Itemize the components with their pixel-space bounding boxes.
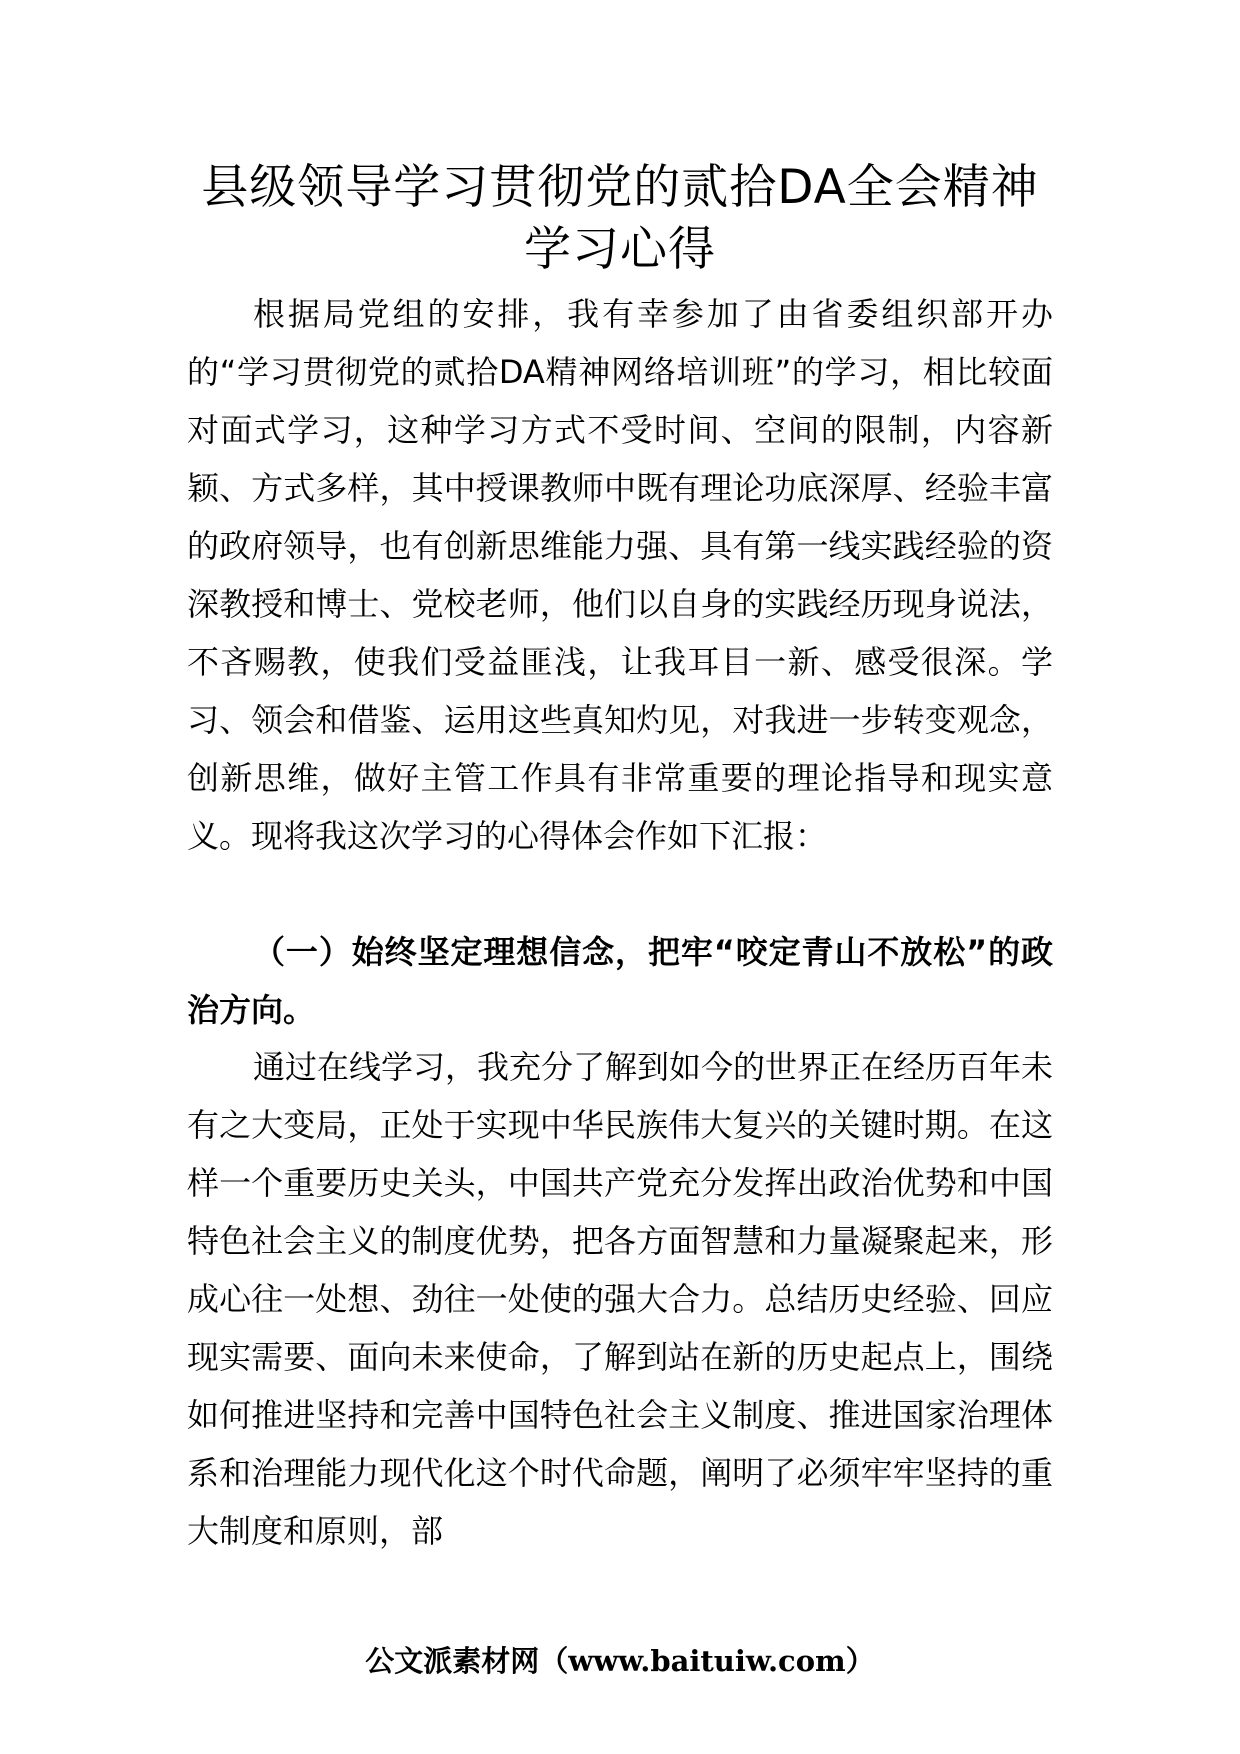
body-paragraph-2: 通过在线学习，我充分了解到如今的世界正在经历百年未有之大变局，正处于实现中华民族伟大复兴的关键时期。在这样一个重要历史关头，中国共产党充分发挥出政治优势和中国特色社会主义的制度优势，把各方面智慧和力量凝聚起来，形成心往一处想、劲往一处使的强大合力。总结历史经验、回应现实需要、面向未来使命，了解到站在新的历史起点上，围绕如何推进坚持和完善中国特色社会主义制度、推进国家治理体系和治理能力现代化这个时代命题，阐明了必须牢牢坚持的重大制度和原则，部: [187, 1048, 1054, 1550]
document-title-line-1: 县级领导学习贯彻党的贰拾DA全会精神: [201, 160, 1039, 215]
body-paragraph-1: 根据局党组的安排，我有幸参加了由省委组织部开办的“学习贯彻党的贰拾DA精神网络培训班”的学习，相比较面对面式学习，这种学习方式不受时间、空间的限制，内容新颖、方式多样，其中授课教师中既有理论功底深厚、经验丰富的政府领导，也有创新思维能力强、具有第一线实践经验的资深教授和博士、党校老师，他们以自身的实践经历现身说法，不吝赐教，使我们受益匪浅，让我耳目一新、感受很深。学习、领会和借鉴、运用这些真知灼见，对我进一步转变观念，创新思维，做好主管工作具有非常重要的理论指导和现实意义。现将我这次学习的心得体会作如下汇报：: [187, 295, 1053, 855]
section-heading-1: （一）始终坚定理想信念，把牢“咬定青山不放松”的政治方向。: [187, 933, 1053, 1029]
footer-source-watermark: 公文派素材网（www.baituiw.com）: [365, 1644, 875, 1678]
document-title-line-2: 学习心得: [524, 222, 716, 277]
